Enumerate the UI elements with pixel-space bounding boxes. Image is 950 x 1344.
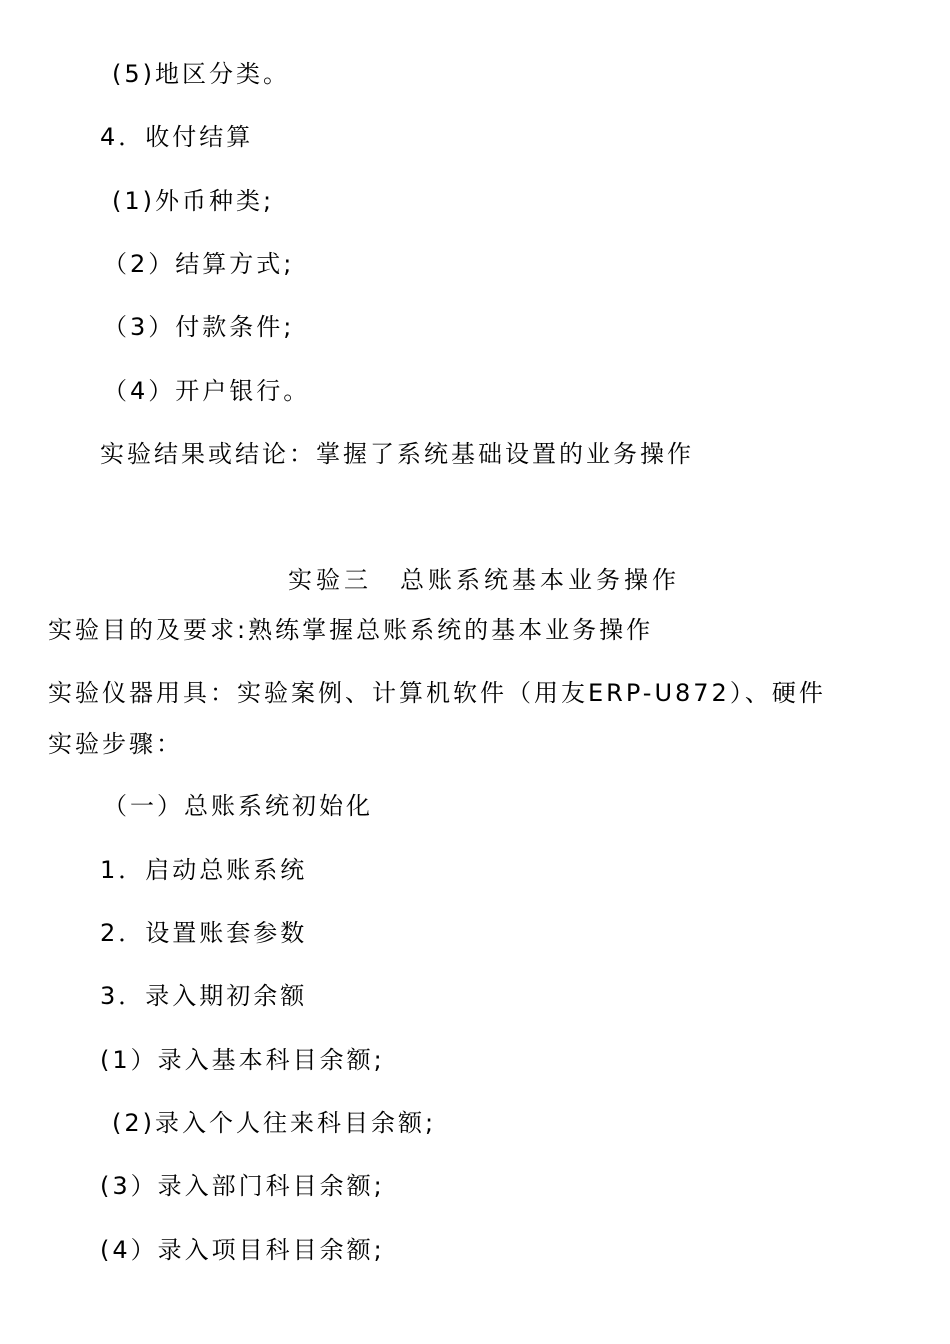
item-settlement-method: （2）结算方式; <box>103 250 295 278</box>
item-department-account-balance: (3）录入部门科目余额; <box>100 1172 385 1200</box>
item-project-account-balance: (4）录入项目科目余额; <box>100 1236 385 1264</box>
step-opening-balance: 3．录入期初余额 <box>100 982 308 1010</box>
item-region-category: (5)地区分类。 <box>112 60 290 88</box>
experiment-steps-label: 实验步骤： <box>48 730 183 758</box>
experiment-three-title: 实验三 总账系统基本业务操作 <box>288 566 680 594</box>
item-basic-account-balance: (1）录入基本科目余额; <box>100 1046 385 1074</box>
item-currency-type: (1)外币种类; <box>112 187 275 215</box>
experiment-equipment: 实验仪器用具：实验案例、计算机软件（用友ERP-U872）、硬件 <box>48 679 826 707</box>
item-payment-terms: （3）付款条件; <box>103 313 295 341</box>
item-personal-account-balance: (2)录入个人往来科目余额; <box>112 1109 437 1137</box>
section-payment-settlement: 4．收付结算 <box>100 123 254 151</box>
step-account-parameters: 2．设置账套参数 <box>100 919 308 947</box>
experiment-purpose: 实验目的及要求:熟练掌握总账系统的基本业务操作 <box>48 616 654 644</box>
step-ledger-init: （一）总账系统初始化 <box>103 792 373 820</box>
experiment-result: 实验结果或结论：掌握了系统基础设置的业务操作 <box>100 440 694 468</box>
item-bank-account: （4）开户银行。 <box>103 377 311 405</box>
step-start-ledger: 1．启动总账系统 <box>100 856 308 884</box>
